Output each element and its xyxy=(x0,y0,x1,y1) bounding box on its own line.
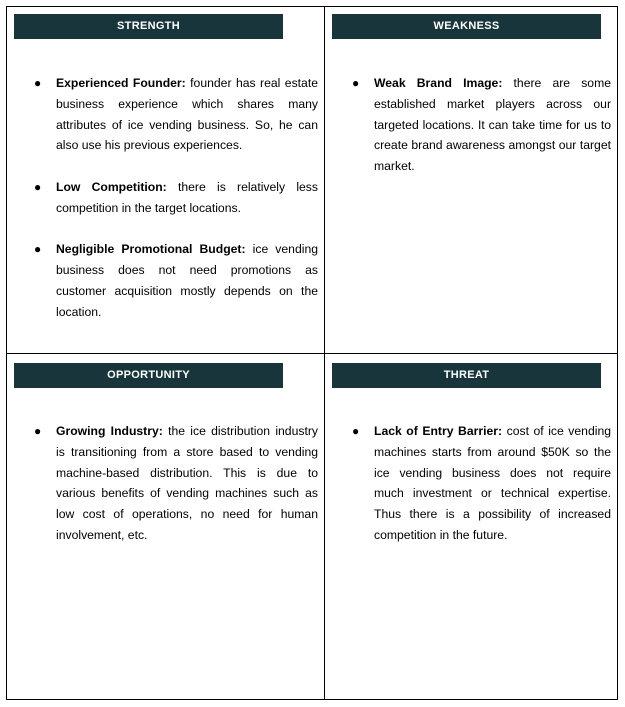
list-item xyxy=(352,73,611,177)
list-item xyxy=(352,421,611,546)
weakness-list xyxy=(352,73,611,198)
bullet-icon: ● xyxy=(34,242,42,257)
item-heading: Negligible Promotional Budget: xyxy=(56,242,246,257)
weakness-banner: WEAKNESS xyxy=(332,14,601,39)
item-text: cost of ice vending machines starts from around $50K so the ice vending business does not require much investment or technical expertise. Thus there is a possibility of increased competition in the future. xyxy=(374,424,611,542)
item-text: there are some established market players across our targeted locations. It can take time for us to create brand awareness amongst our target market. xyxy=(374,76,611,174)
bullet-icon: ● xyxy=(34,179,42,194)
threat-banner: THREAT xyxy=(332,363,601,388)
opportunity-list xyxy=(34,421,318,567)
opportunity-banner: OPPORTUNITY xyxy=(14,363,283,388)
item-heading: Lack of Entry Barrier: xyxy=(374,424,503,438)
list-item xyxy=(34,421,318,546)
item-text: there is relatively less competition in the target locations. xyxy=(56,179,318,215)
bullet-icon: ● xyxy=(34,424,42,438)
strength-list xyxy=(34,73,318,343)
item-heading: Weak Brand Image: xyxy=(374,76,503,90)
bullet-icon: ● xyxy=(352,424,360,438)
bullet-icon: ● xyxy=(34,76,42,90)
item-text: founder has real estate business experience which shares many attributes of ice vending business. So, he can also use his previous experiences. xyxy=(56,76,318,153)
list-item xyxy=(34,177,318,219)
strength-banner: STRENGTH xyxy=(14,14,283,39)
bullet-icon: ● xyxy=(352,76,360,90)
list-item xyxy=(34,239,318,322)
item-text: ice vending business does not need promotions as customer acquisition mostly depends on the location. xyxy=(56,242,318,319)
threat-list xyxy=(352,421,611,567)
item-heading: Growing Industry: xyxy=(56,424,163,438)
item-text: the ice distribution industry is transitioning from a store based to vending machine-based distribution. This is due to various benefits of vending machines such as low cost of operations, no need for human involvement, etc. xyxy=(56,424,318,542)
list-item xyxy=(34,73,318,156)
item-heading: Low Competition: xyxy=(56,179,167,194)
row-divider xyxy=(7,353,617,354)
item-heading: Experienced Founder: xyxy=(56,76,186,90)
